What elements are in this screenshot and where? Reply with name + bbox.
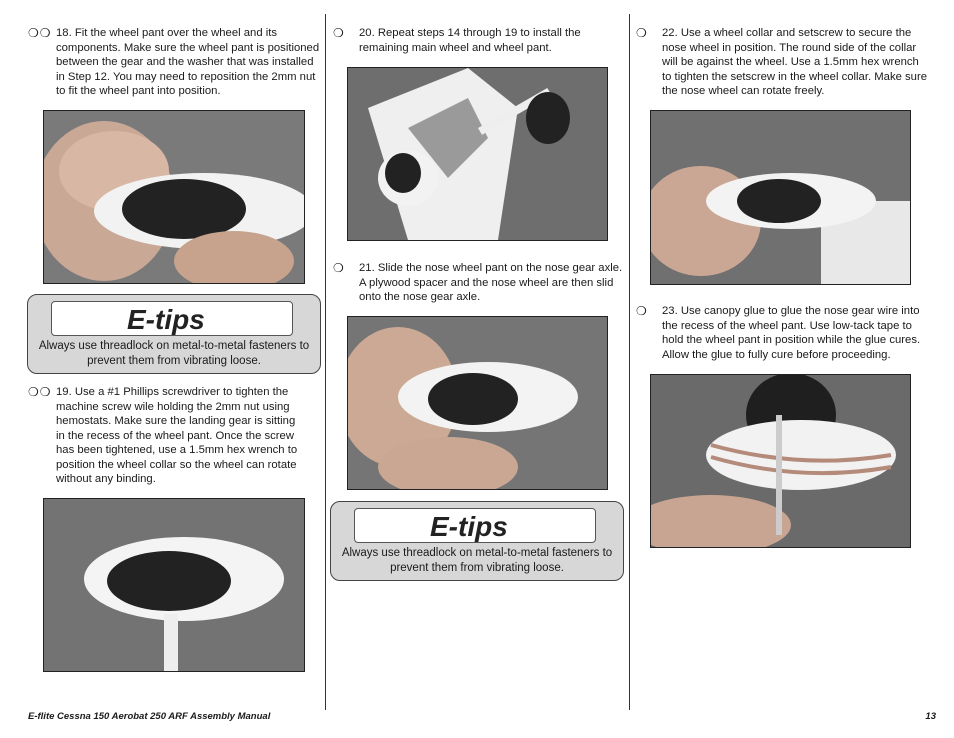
step-text: 22. Use a wheel collar and setscrew to secure the nose wheel in position. The round side of the collar will be against the wheel. Use a 1.5mm hex wrench to tighten the setscrew in the wheel collar. Make sure the nose wheel can rotate freely. (662, 27, 927, 97)
etips-note: Always use threadlock on metal-to-metal fasteners to prevent them from vibrating loose. (341, 547, 613, 574)
page-number: 13 (925, 711, 936, 722)
checkbox-marker[interactable]: ❍ (636, 26, 648, 40)
checkbox-marker[interactable]: ❍ (636, 304, 648, 318)
photo-nose-gear-glue (650, 374, 911, 548)
etips-note: Always use threadlock on metal-to-metal fasteners to prevent them from vibrating loose. (38, 340, 310, 367)
etips-logo-text: E-tips (127, 304, 205, 335)
photo-screwdriver-tighten (43, 498, 305, 672)
etips-logo (51, 301, 293, 336)
step-text: 21. Slide the nose wheel pant on the nose gear axle. A plywood spacer and the nose wheel are then slid onto the nose gear axle. (359, 262, 623, 303)
etips-callout-1 (27, 294, 321, 374)
etips-logo (354, 508, 596, 543)
checkbox-marker[interactable]: ❍ (333, 261, 345, 275)
step-text: 18. Fit the wheel pant over the wheel and its components. Make sure the wheel pant is positioned between the gear and the washer that was installed in Step 12. You may need to reposition the 2mm nut to fit the wheel pant into position. (56, 27, 320, 97)
photo-both-main-wheels (347, 67, 608, 241)
checkbox-markers[interactable]: ❍❍ (28, 26, 52, 40)
column-divider-left (325, 14, 326, 710)
step-text: 23. Use canopy glue to glue the nose gear wire into the recess of the wheel pant. Use low-tack tape to hold the wheel pant in position while the glue cures. Allow the glue to fully cure before proceeding. (662, 305, 921, 361)
etips-callout-2 (330, 501, 624, 581)
footer-title: E-flite Cessna 150 Aerobat 250 ARF Assembly Manual (28, 711, 271, 722)
photo-wheel-collar (650, 110, 911, 285)
etips-logo-text: E-tips (430, 511, 508, 542)
step-text: 20. Repeat steps 14 through 19 to install the remaining main wheel and wheel pant. (359, 27, 581, 54)
step-text: 19. Use a #1 Phillips screwdriver to tighten the machine screw wile holding the 2mm nut using hemostats. Make sure the landing gear is sitting in the recess of the wheel pant. Once the screw has been tightened, use a 1.5mm hex wrench to position the wheel collar so the wheel can rotate without any binding. (56, 386, 298, 485)
photo-nose-wheel-pant (347, 316, 608, 490)
checkbox-markers[interactable]: ❍❍ (28, 385, 52, 399)
column-divider-right (629, 14, 630, 710)
checkbox-marker[interactable]: ❍ (333, 26, 345, 40)
photo-wheel-pant-fit (43, 110, 305, 284)
